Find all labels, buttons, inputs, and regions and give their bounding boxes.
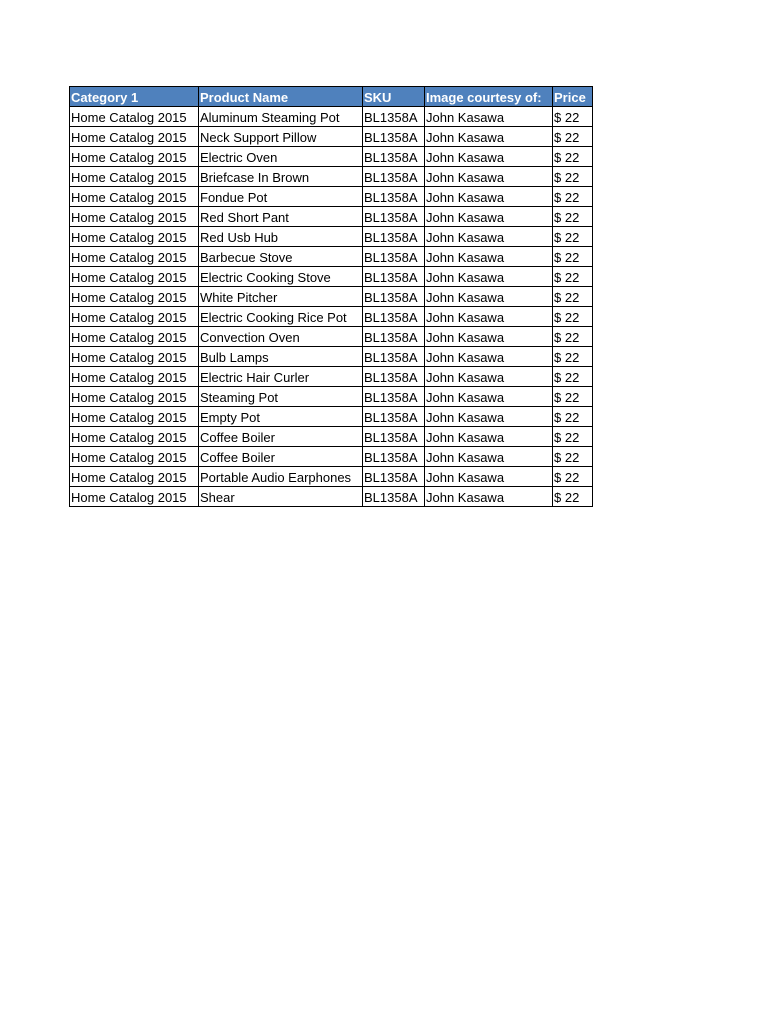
- category-cell[interactable]: Home Catalog 2015: [70, 167, 199, 187]
- sku-cell[interactable]: BL1358A: [363, 287, 425, 307]
- table-row: [70, 127, 593, 147]
- product-name-cell[interactable]: Red Usb Hub: [199, 227, 363, 247]
- price-cell[interactable]: $ 22: [553, 107, 593, 127]
- table-row: [70, 307, 593, 327]
- sku-cell[interactable]: BL1358A: [363, 447, 425, 467]
- table-row: [70, 387, 593, 407]
- product-name-cell[interactable]: Electric Cooking Stove: [199, 267, 363, 287]
- price-cell[interactable]: $ 22: [553, 427, 593, 447]
- table-row: [70, 487, 593, 507]
- header-row: [70, 87, 593, 107]
- sku-cell[interactable]: BL1358A: [363, 347, 425, 367]
- category-cell[interactable]: Home Catalog 2015: [70, 107, 199, 127]
- table-row: [70, 327, 593, 347]
- price-cell[interactable]: $ 22: [553, 467, 593, 487]
- sku-header[interactable]: SKU: [363, 87, 425, 107]
- sku-cell[interactable]: BL1358A: [363, 327, 425, 347]
- sku-cell[interactable]: BL1358A: [363, 307, 425, 327]
- table-row: [70, 287, 593, 307]
- image-courtesy-cell[interactable]: John Kasawa: [425, 107, 553, 127]
- image-courtesy-cell[interactable]: John Kasawa: [425, 127, 553, 147]
- product-name-cell[interactable]: Steaming Pot: [199, 387, 363, 407]
- product-name-cell[interactable]: Shear: [199, 487, 363, 507]
- product-name-cell[interactable]: Coffee Boiler: [199, 427, 363, 447]
- category-cell[interactable]: Home Catalog 2015: [70, 227, 199, 247]
- table-row: [70, 367, 593, 387]
- image-courtesy-header[interactable]: Image courtesy of:: [425, 87, 553, 107]
- price-cell[interactable]: $ 22: [553, 207, 593, 227]
- table-row: [70, 267, 593, 287]
- product-name-cell[interactable]: Portable Audio Earphones: [199, 467, 363, 487]
- product-name-cell[interactable]: Red Short Pant: [199, 207, 363, 227]
- table-row: [70, 147, 593, 167]
- price-cell[interactable]: $ 22: [553, 447, 593, 467]
- sku-cell[interactable]: BL1358A: [363, 487, 425, 507]
- product-name-header[interactable]: Product Name: [199, 87, 363, 107]
- price-header[interactable]: Price: [553, 87, 593, 107]
- price-cell[interactable]: $ 22: [553, 387, 593, 407]
- price-cell[interactable]: $ 22: [553, 327, 593, 347]
- price-cell[interactable]: $ 22: [553, 167, 593, 187]
- sku-cell[interactable]: BL1358A: [363, 247, 425, 267]
- price-cell[interactable]: $ 22: [553, 307, 593, 327]
- product-name-cell[interactable]: Fondue Pot: [199, 187, 363, 207]
- category-cell[interactable]: Home Catalog 2015: [70, 207, 199, 227]
- sku-cell[interactable]: BL1358A: [363, 387, 425, 407]
- table-row: [70, 187, 593, 207]
- category-cell[interactable]: Home Catalog 2015: [70, 147, 199, 167]
- product-name-cell[interactable]: Electric Hair Curler: [199, 367, 363, 387]
- sku-cell[interactable]: BL1358A: [363, 267, 425, 287]
- image-courtesy-cell[interactable]: John Kasawa: [425, 227, 553, 247]
- price-cell[interactable]: $ 22: [553, 147, 593, 167]
- spreadsheet-page: [69, 86, 593, 507]
- category-cell[interactable]: Home Catalog 2015: [70, 127, 199, 147]
- price-cell[interactable]: $ 22: [553, 227, 593, 247]
- category-cell[interactable]: Home Catalog 2015: [70, 347, 199, 367]
- sku-cell[interactable]: BL1358A: [363, 167, 425, 187]
- category-cell[interactable]: Home Catalog 2015: [70, 467, 199, 487]
- image-courtesy-cell[interactable]: John Kasawa: [425, 347, 553, 367]
- image-courtesy-cell[interactable]: John Kasawa: [425, 387, 553, 407]
- product-name-cell[interactable]: Neck Support Pillow: [199, 127, 363, 147]
- table-row: [70, 347, 593, 367]
- image-courtesy-cell[interactable]: John Kasawa: [425, 407, 553, 427]
- product-name-cell[interactable]: Electric Oven: [199, 147, 363, 167]
- product-name-cell[interactable]: Aluminum Steaming Pot: [199, 107, 363, 127]
- price-cell[interactable]: $ 22: [553, 267, 593, 287]
- product-catalog-table: [69, 86, 593, 507]
- image-courtesy-cell[interactable]: John Kasawa: [425, 467, 553, 487]
- image-courtesy-cell[interactable]: John Kasawa: [425, 367, 553, 387]
- image-courtesy-cell[interactable]: John Kasawa: [425, 207, 553, 227]
- category-cell[interactable]: Home Catalog 2015: [70, 387, 199, 407]
- product-name-cell[interactable]: Convection Oven: [199, 327, 363, 347]
- sku-cell[interactable]: BL1358A: [363, 227, 425, 247]
- sku-cell[interactable]: BL1358A: [363, 107, 425, 127]
- price-cell[interactable]: $ 22: [553, 187, 593, 207]
- price-cell[interactable]: $ 22: [553, 127, 593, 147]
- product-name-cell[interactable]: Empty Pot: [199, 407, 363, 427]
- price-cell[interactable]: $ 22: [553, 487, 593, 507]
- price-cell[interactable]: $ 22: [553, 407, 593, 427]
- price-cell[interactable]: $ 22: [553, 247, 593, 267]
- category-cell[interactable]: Home Catalog 2015: [70, 427, 199, 447]
- image-courtesy-cell[interactable]: John Kasawa: [425, 167, 553, 187]
- product-name-cell[interactable]: Briefcase In Brown: [199, 167, 363, 187]
- image-courtesy-cell[interactable]: John Kasawa: [425, 267, 553, 287]
- product-name-cell[interactable]: Bulb Lamps: [199, 347, 363, 367]
- image-courtesy-cell[interactable]: John Kasawa: [425, 147, 553, 167]
- product-name-cell[interactable]: Electric Cooking Rice Pot: [199, 307, 363, 327]
- category-cell[interactable]: Home Catalog 2015: [70, 367, 199, 387]
- category-cell[interactable]: Home Catalog 2015: [70, 307, 199, 327]
- category-cell[interactable]: Home Catalog 2015: [70, 247, 199, 267]
- table-row: [70, 107, 593, 127]
- sku-cell[interactable]: BL1358A: [363, 147, 425, 167]
- table-row: [70, 227, 593, 247]
- image-courtesy-cell[interactable]: John Kasawa: [425, 327, 553, 347]
- category-cell[interactable]: Home Catalog 2015: [70, 327, 199, 347]
- table-row: [70, 167, 593, 187]
- category-cell[interactable]: Home Catalog 2015: [70, 487, 199, 507]
- table-row: [70, 447, 593, 467]
- table-row: [70, 207, 593, 227]
- category-header[interactable]: Category 1: [70, 87, 199, 107]
- product-name-cell[interactable]: White Pitcher: [199, 287, 363, 307]
- table-row: [70, 467, 593, 487]
- category-cell[interactable]: Home Catalog 2015: [70, 267, 199, 287]
- sku-cell[interactable]: BL1358A: [363, 127, 425, 147]
- sku-cell[interactable]: BL1358A: [363, 427, 425, 447]
- sku-cell[interactable]: BL1358A: [363, 207, 425, 227]
- product-name-cell[interactable]: Coffee Boiler: [199, 447, 363, 467]
- category-cell[interactable]: Home Catalog 2015: [70, 287, 199, 307]
- category-cell[interactable]: Home Catalog 2015: [70, 187, 199, 207]
- product-name-cell[interactable]: Barbecue Stove: [199, 247, 363, 267]
- sku-cell[interactable]: BL1358A: [363, 407, 425, 427]
- image-courtesy-cell[interactable]: John Kasawa: [425, 307, 553, 327]
- image-courtesy-cell[interactable]: John Kasawa: [425, 287, 553, 307]
- sku-cell[interactable]: BL1358A: [363, 187, 425, 207]
- price-cell[interactable]: $ 22: [553, 287, 593, 307]
- sku-cell[interactable]: BL1358A: [363, 367, 425, 387]
- image-courtesy-cell[interactable]: John Kasawa: [425, 247, 553, 267]
- image-courtesy-cell[interactable]: John Kasawa: [425, 447, 553, 467]
- category-cell[interactable]: Home Catalog 2015: [70, 447, 199, 467]
- image-courtesy-cell[interactable]: John Kasawa: [425, 427, 553, 447]
- price-cell[interactable]: $ 22: [553, 367, 593, 387]
- image-courtesy-cell[interactable]: John Kasawa: [425, 487, 553, 507]
- table-row: [70, 427, 593, 447]
- category-cell[interactable]: Home Catalog 2015: [70, 407, 199, 427]
- sku-cell[interactable]: BL1358A: [363, 467, 425, 487]
- table-row: [70, 407, 593, 427]
- image-courtesy-cell[interactable]: John Kasawa: [425, 187, 553, 207]
- price-cell[interactable]: $ 22: [553, 347, 593, 367]
- table-row: [70, 247, 593, 267]
- table-body: [70, 107, 593, 507]
